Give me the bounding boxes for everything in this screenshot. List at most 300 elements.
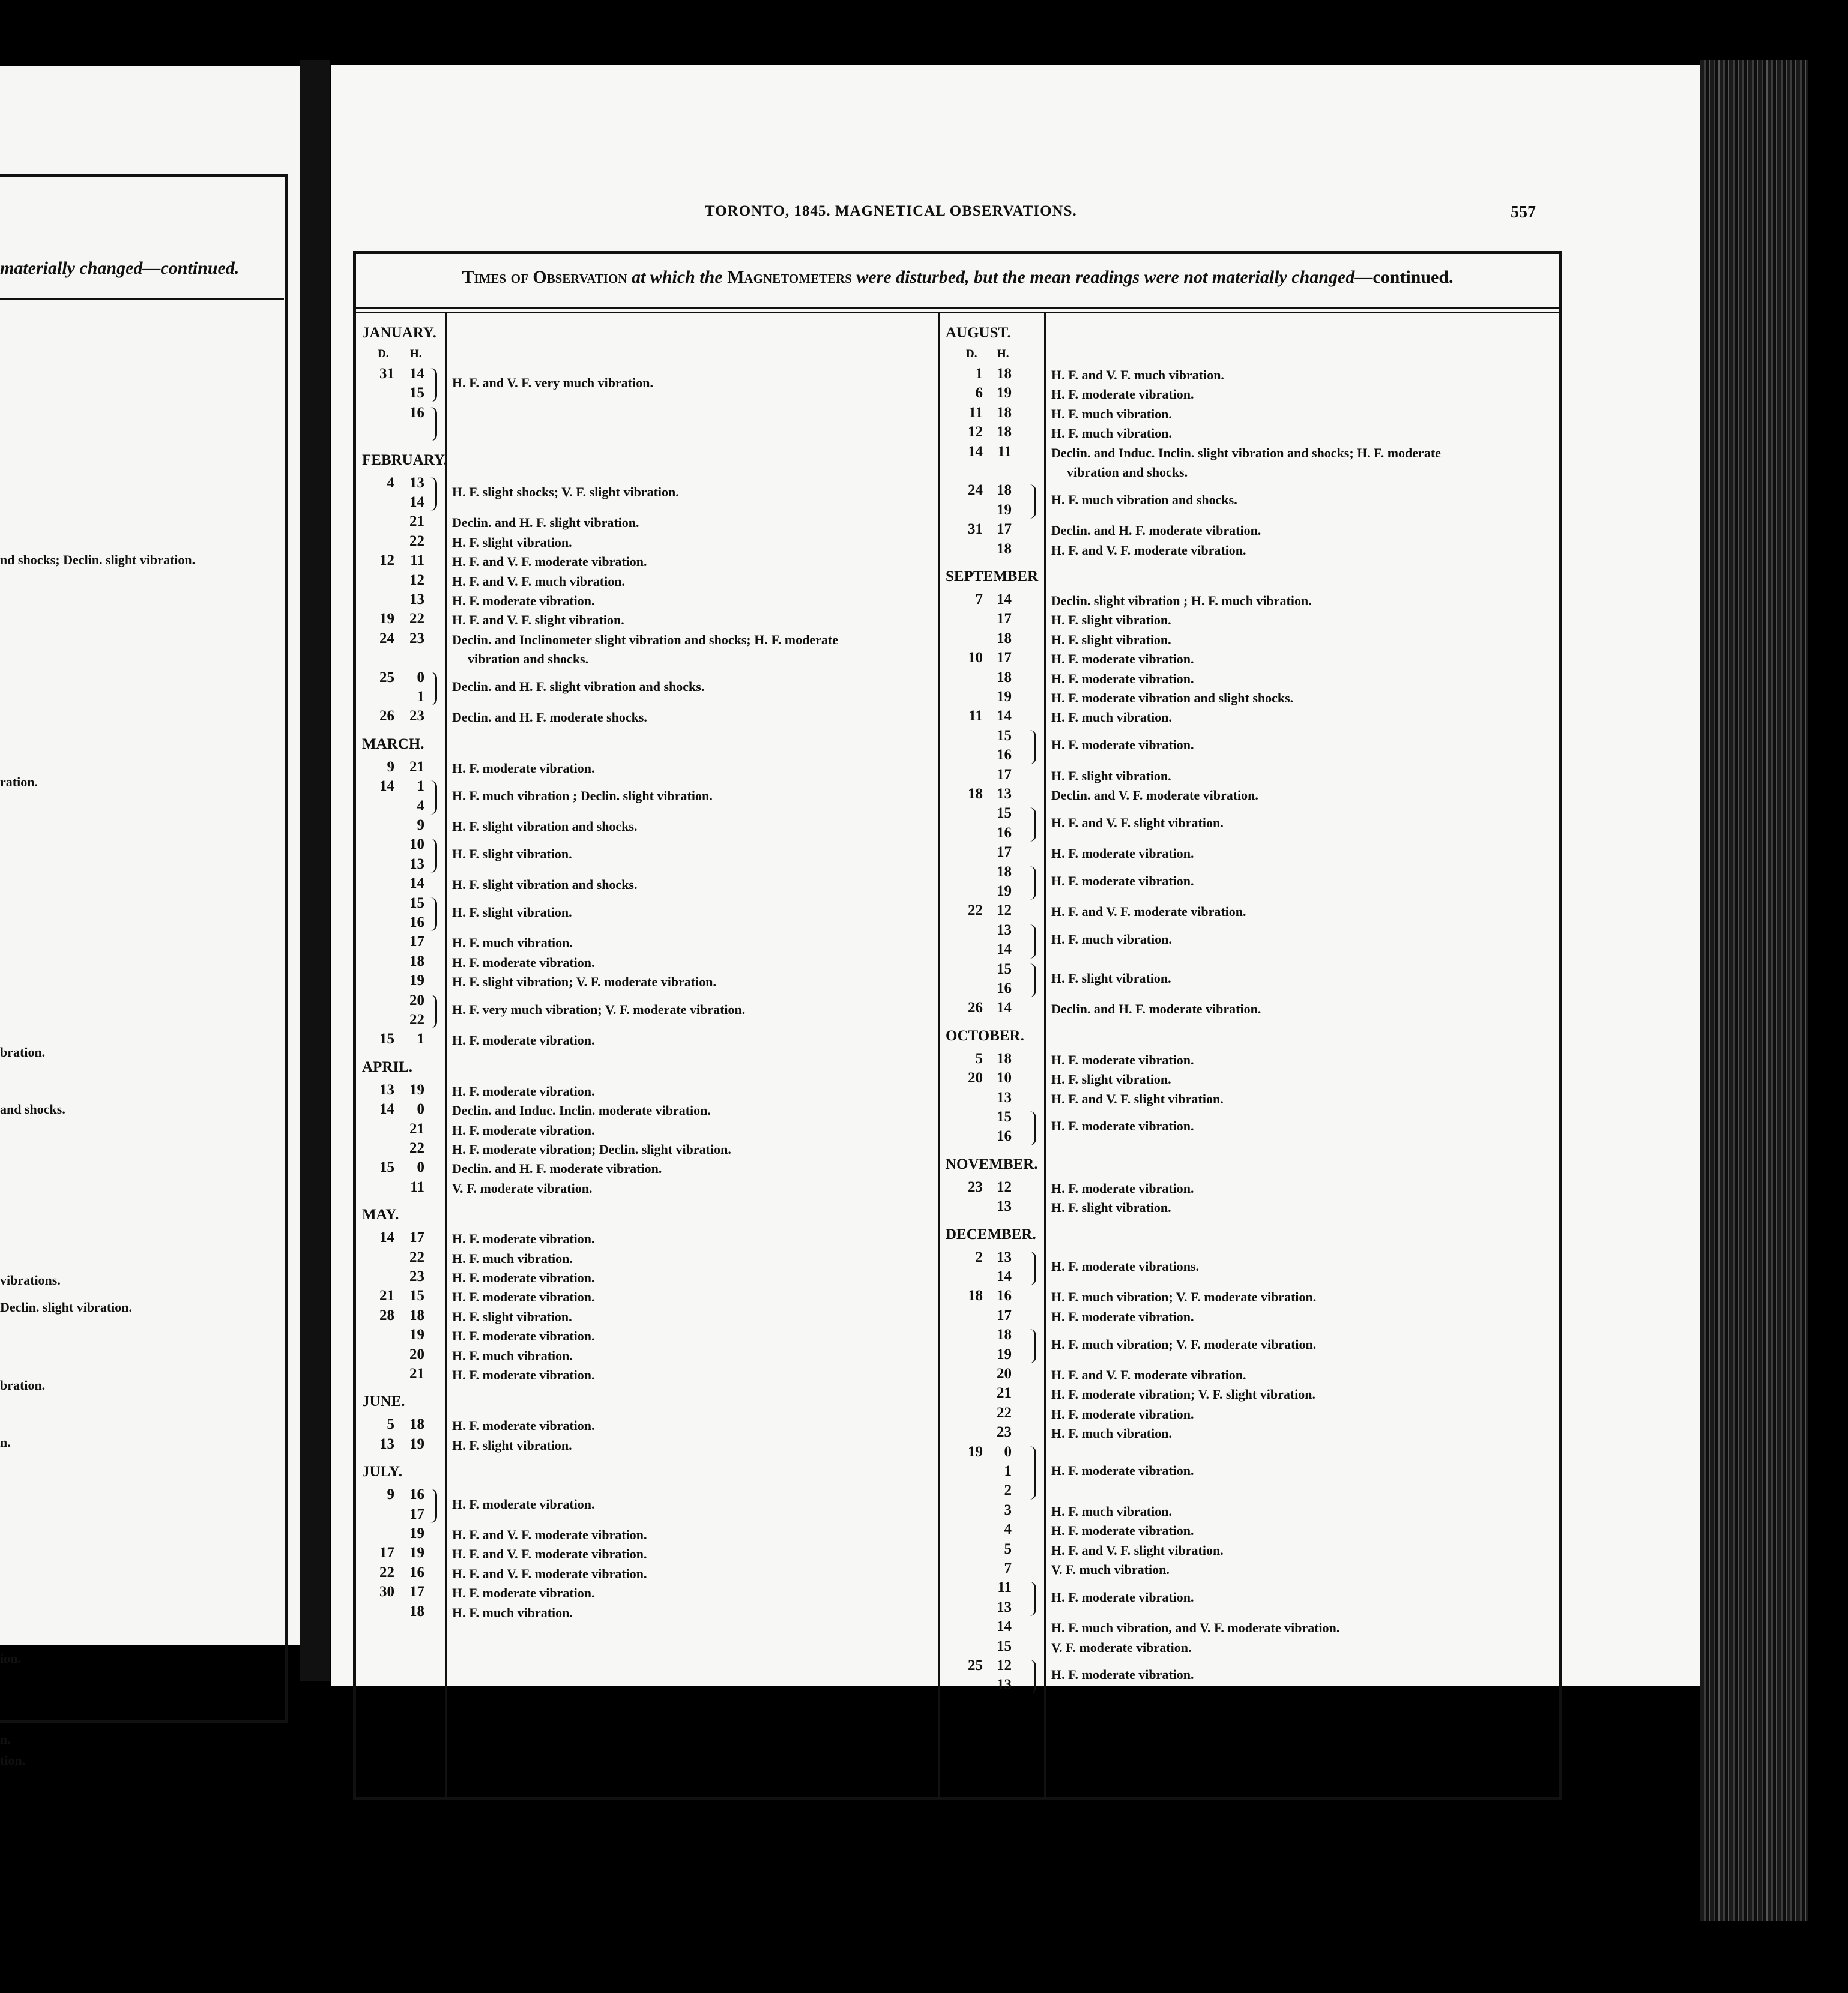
observation-text: H. F. moderate vibration. — [452, 1289, 595, 1305]
day-cell: 14 — [379, 1229, 394, 1246]
hour-cell: 17 — [997, 650, 1012, 666]
caption-rule-lower — [356, 312, 1559, 313]
group-brace — [1030, 866, 1036, 900]
hour-cell: 19 — [997, 1346, 1012, 1363]
hour-cell: 16 — [409, 914, 424, 930]
hour-cell: 18 — [997, 366, 1012, 382]
hour-cell: 16 — [997, 980, 1012, 996]
observation-text: H. F. moderate vibration and slight shocks. — [1051, 690, 1294, 705]
hour-cell: 17 — [409, 1584, 424, 1600]
hour-cell: 14 — [997, 941, 1012, 958]
observation-text: H. F. much vibration; V. F. moderate vibration. — [1051, 1289, 1317, 1305]
observation-text: H. F. moderate vibration. — [452, 1083, 595, 1099]
observation-text: H. F. much vibration. — [452, 1348, 573, 1363]
day-cell: 1 — [975, 366, 983, 382]
day-cell: 13 — [379, 1435, 394, 1452]
day-cell: 25 — [379, 669, 394, 686]
hour-cell: 12 — [997, 1178, 1012, 1195]
day-cell: 31 — [379, 366, 394, 382]
day-cell: 24 — [968, 482, 983, 499]
day-cell: 26 — [968, 1000, 983, 1016]
observation-text: H. F. moderate vibration. — [1051, 737, 1194, 753]
hour-cell: 4 — [1004, 1521, 1012, 1538]
hour-cell: 16 — [409, 404, 424, 421]
hour-cell: 13 — [997, 786, 1012, 802]
observation-text: H. F. moderate vibration. — [452, 1122, 595, 1138]
observation-text: H. F. slight vibration and shocks. — [452, 877, 638, 893]
observation-text: H. F. moderate vibration. — [1051, 1406, 1194, 1422]
observation-text: H. F. very much vibration; V. F. moderate vibration. — [452, 1002, 746, 1017]
group-brace — [430, 897, 437, 932]
month-heading: MARCH. — [362, 735, 424, 752]
day-cell: 22 — [968, 902, 983, 919]
observation-text: H. F. much vibration. — [1051, 710, 1172, 725]
hour-cell: 17 — [997, 611, 1012, 627]
hour-cell: 9 — [417, 817, 424, 833]
day-cell: 31 — [968, 521, 983, 538]
observation-text: vibration and shocks. — [468, 651, 589, 667]
page-number: 557 — [1511, 203, 1536, 222]
day-cell: 23 — [968, 1178, 983, 1195]
hour-cell: 17 — [997, 1307, 1012, 1324]
hour-cell: 21 — [409, 513, 424, 530]
observation-text: H. F. moderate vibration. — [452, 1585, 595, 1601]
hour-cell: 0 — [417, 1159, 424, 1176]
observation-text: H. F. moderate vibration. — [452, 760, 595, 776]
hour-cell: 18 — [409, 953, 424, 969]
hour-cell: 1 — [417, 778, 424, 795]
left-page-fragment: tion. — [0, 1753, 26, 1768]
day-cell: 9 — [387, 758, 394, 775]
observation-text: H. F. much vibration and shocks. — [1051, 492, 1237, 507]
hour-cell: 12 — [997, 1657, 1012, 1674]
month-heading: NOVEMBER. — [946, 1156, 1038, 1172]
observation-text: H. F. moderate vibration. — [452, 1328, 595, 1344]
hour-cell: 21 — [409, 758, 424, 775]
month-heading: APRIL. — [362, 1058, 413, 1075]
hour-cell: 19 — [997, 385, 1012, 402]
left-page-fragment: ration. — [0, 774, 38, 789]
hour-cell: 18 — [997, 630, 1012, 647]
hour-cell: 11 — [997, 443, 1012, 460]
day-cell: 13 — [379, 1081, 394, 1098]
observation-text: H. F. moderate vibration. — [1051, 1118, 1194, 1134]
group-brace — [430, 368, 437, 402]
observation-text: H. F. much vibration. — [1051, 1426, 1172, 1441]
observation-text: H. F. slight vibration. — [1051, 1200, 1171, 1216]
observation-text: H. F. much vibration, and V. F. moderate vibration. — [1051, 1620, 1340, 1636]
observation-text: H. F. moderate vibration; Declin. slight vibration. — [452, 1142, 731, 1157]
observation-text: H. F. and V. F. moderate vibration. — [1051, 904, 1246, 920]
group-brace — [430, 477, 437, 511]
hour-cell: 16 — [997, 747, 1012, 764]
observation-text: Declin. and H. F. moderate shocks. — [452, 710, 647, 725]
observation-text: H. F. and V. F. much vibration. — [452, 573, 625, 589]
hour-cell: 22 — [409, 611, 424, 627]
month-heading: JUNE. — [362, 1393, 405, 1410]
hour-cell: 19 — [409, 1435, 424, 1452]
day-cell: 4 — [387, 474, 394, 491]
running-head: TORONTO, 1845. MAGNETICAL OBSERVATIONS. — [705, 203, 1077, 219]
hour-cell: 19 — [409, 1081, 424, 1098]
hour-cell: 20 — [409, 992, 424, 1009]
observation-text: H. F. moderate vibration. — [452, 1496, 595, 1512]
observation-text: H. F. much vibration ; Declin. slight vibration. — [452, 788, 713, 803]
hour-cell: 5 — [1004, 1540, 1012, 1557]
hour-cell: 14 — [409, 366, 424, 382]
observation-text: H. F. and V. F. moderate vibration. — [452, 554, 647, 570]
day-cell: 25 — [968, 1657, 983, 1674]
month-heading: DECEMBER. — [946, 1226, 1036, 1243]
observation-text: H. F. moderate vibration. — [1051, 1589, 1194, 1605]
day-cell: 14 — [379, 778, 394, 795]
observation-text: H. F. moderate vibration. — [1051, 1667, 1194, 1683]
left-page-table-frame — [0, 174, 288, 1723]
table-caption — [356, 267, 1559, 288]
hour-cell: 17 — [409, 1506, 424, 1522]
hour-cell: 19 — [997, 501, 1012, 518]
observation-text: H. F. and V. F. moderate vibration. — [452, 1566, 647, 1581]
left-key-divider — [445, 313, 447, 1797]
hour-cell: 17 — [997, 766, 1012, 783]
day-cell: 6 — [975, 385, 983, 402]
group-brace — [430, 407, 437, 441]
observation-text: H. F. moderate vibration. — [1051, 1180, 1194, 1196]
hour-cell: 22 — [409, 532, 424, 549]
hour-cell: 15 — [997, 805, 1012, 822]
hour-cell: 14 — [997, 1000, 1012, 1016]
observation-text: H. F. and V. F. moderate vibration. — [452, 1546, 647, 1562]
caption-part-3: Magnetometers — [727, 267, 852, 287]
hour-cell: 18 — [409, 1603, 424, 1620]
hour-cell: 22 — [409, 1012, 424, 1028]
hour-cell: 11 — [410, 552, 424, 569]
hour-cell: 19 — [409, 1525, 424, 1542]
hour-cell: 7 — [1004, 1560, 1012, 1576]
observation-table — [353, 251, 1562, 1800]
observation-text: H. F. moderate vibration. — [452, 1033, 595, 1048]
observation-text: H. F. moderate vibration. — [1051, 651, 1194, 667]
hour-cell: 19 — [409, 972, 424, 989]
observation-text: H. F. much vibration. — [452, 1250, 573, 1266]
observation-text: H. F. slight vibration. — [1051, 971, 1171, 986]
observation-text: Declin. and H. F. slight vibration and shocks. — [452, 679, 705, 694]
column-head-hour: H. — [997, 348, 1009, 360]
hour-cell: 15 — [409, 1288, 424, 1304]
caption-part-4: were disturbed, but the mean readings were not materially changed — [851, 267, 1355, 287]
hour-cell: 18 — [997, 540, 1012, 557]
observation-text: H. F. moderate vibration. — [1051, 846, 1194, 861]
hour-cell: 17 — [409, 1229, 424, 1246]
day-cell: 30 — [379, 1584, 394, 1600]
hour-cell: 16 — [409, 1486, 424, 1503]
hour-cell: 18 — [997, 669, 1012, 686]
observation-text: H. F. and V. F. slight vibration. — [1051, 1542, 1224, 1558]
hour-cell: 16 — [997, 824, 1012, 841]
hour-cell: 15 — [409, 385, 424, 402]
group-brace — [1030, 963, 1036, 998]
group-brace — [1030, 1252, 1036, 1286]
day-cell: 18 — [968, 1288, 983, 1304]
hour-cell: 15 — [409, 894, 424, 911]
group-brace — [1030, 1329, 1036, 1363]
day-cell: 24 — [379, 630, 394, 647]
hour-cell: 23 — [409, 708, 424, 725]
observation-text: Declin. and H. F. slight vibration. — [452, 515, 639, 531]
observation-text: H. F. slight vibration. — [452, 1309, 572, 1324]
hour-cell: 13 — [997, 921, 1012, 938]
observation-text: H. F. and V. F. moderate vibration. — [1051, 1367, 1246, 1382]
left-page-fragment: nd shocks; Declin. slight vibration. — [0, 552, 196, 567]
hour-cell: 19 — [997, 689, 1012, 705]
day-cell: 11 — [968, 708, 983, 725]
observation-text: Declin. and Inclinometer slight vibration and shocks; H. F. moderate — [452, 632, 838, 647]
day-cell: 22 — [379, 1564, 394, 1581]
hour-cell: 17 — [997, 844, 1012, 861]
group-brace — [1030, 1660, 1036, 1694]
month-heading: FEBRUARY. — [362, 451, 447, 468]
hour-cell: 16 — [409, 1564, 424, 1581]
hour-cell: 15 — [997, 727, 1012, 744]
hour-cell: 15 — [997, 1638, 1012, 1654]
hour-cell: 18 — [997, 482, 1012, 499]
hour-cell: 18 — [997, 863, 1012, 880]
day-cell: 12 — [968, 424, 983, 441]
hour-cell: 22 — [409, 1140, 424, 1156]
hour-cell: 14 — [409, 494, 424, 510]
hour-cell: 19 — [409, 1327, 424, 1343]
day-cell: 20 — [968, 1070, 983, 1087]
observation-text: H. F. much vibration. — [1051, 1503, 1172, 1519]
group-brace — [430, 1489, 437, 1523]
hour-cell: 13 — [409, 591, 424, 608]
day-cell: 26 — [379, 708, 394, 725]
group-brace — [1030, 1582, 1036, 1616]
observation-text: Declin. and Induc. Inclin. slight vibration and shocks; H. F. moderate — [1051, 445, 1441, 460]
observation-text: H. F. moderate vibration. — [452, 1367, 595, 1382]
hour-cell: 18 — [997, 404, 1012, 421]
left-page-fragment: bration. — [0, 1378, 46, 1393]
observation-text: H. F. slight vibration. — [452, 846, 572, 861]
hour-cell: 20 — [409, 1346, 424, 1363]
group-brace — [1030, 807, 1036, 842]
hour-cell: 14 — [997, 708, 1012, 725]
left-page-fragment: Declin. slight vibration. — [0, 1300, 133, 1315]
column-head-hour: H. — [410, 348, 422, 360]
observation-text: Declin. slight vibration ; H. F. much vibration. — [1051, 593, 1312, 608]
group-brace — [1030, 484, 1036, 519]
observation-text: H. F. moderate vibration. — [452, 1231, 595, 1247]
day-cell: 2 — [975, 1249, 983, 1265]
observation-text: vibration and shocks. — [1067, 465, 1188, 480]
hour-cell: 15 — [997, 960, 1012, 977]
observation-text: H. F. moderate vibration. — [1051, 1309, 1194, 1324]
caption-part-1: Times of Observation — [462, 267, 627, 287]
hour-cell: 21 — [409, 1366, 424, 1382]
hour-cell: 19 — [409, 1545, 424, 1561]
day-cell: 10 — [968, 650, 983, 666]
book-gutter — [300, 60, 330, 1681]
day-cell: 11 — [968, 404, 983, 421]
group-brace — [430, 672, 437, 706]
hour-cell: 13 — [997, 1677, 1012, 1693]
observation-text: H. F. moderate vibrations. — [1051, 1259, 1200, 1274]
group-brace — [1030, 1111, 1036, 1145]
observation-text: H. F. and V. F. slight vibration. — [1051, 1091, 1224, 1106]
observation-text: H. F. slight vibration and shocks. — [452, 819, 638, 834]
observation-text: H. F. and V. F. very much vibration. — [452, 375, 653, 391]
observation-text: Declin. and H. F. moderate vibration. — [1051, 1001, 1261, 1017]
month-heading: MAY. — [362, 1207, 399, 1223]
hour-cell: 14 — [997, 1618, 1012, 1635]
observation-text: V. F. moderate vibration. — [452, 1180, 593, 1196]
group-brace — [1030, 1446, 1036, 1500]
hour-cell: 10 — [409, 836, 424, 853]
observation-text: H. F. much vibration; V. F. moderate vibration. — [1051, 1336, 1317, 1352]
hour-cell: 20 — [997, 1366, 1012, 1382]
day-cell: 14 — [379, 1101, 394, 1118]
hour-cell: 19 — [997, 883, 1012, 899]
hour-cell: 12 — [409, 571, 424, 588]
observation-text: H. F. much vibration. — [1051, 406, 1172, 421]
observation-text: H. F. and V. F. moderate vibration. — [1051, 542, 1246, 558]
observation-text: H. F. slight vibration. — [452, 905, 572, 920]
left-page-fragment: bration. — [0, 1045, 46, 1060]
hour-cell: 2 — [1004, 1482, 1012, 1499]
observation-text: H. F. moderate vibration. — [1051, 1523, 1194, 1539]
observation-text: Declin. and V. F. moderate vibration. — [1051, 788, 1258, 803]
observation-text: H. F. moderate vibration. — [452, 593, 595, 608]
observation-text: H. F. slight shocks; V. F. slight vibration. — [452, 484, 679, 499]
hour-cell: 23 — [409, 630, 424, 647]
hour-cell: 21 — [997, 1385, 1012, 1402]
day-cell: 21 — [379, 1288, 394, 1304]
month-heading: AUGUST. — [946, 325, 1011, 341]
observation-text: Declin. and Induc. Inclin. moderate vibration. — [452, 1103, 711, 1118]
observation-text: H. F. moderate vibration; V. F. slight vibration. — [1051, 1387, 1316, 1402]
left-page-fragment: n. — [0, 1732, 11, 1747]
hour-cell: 13 — [997, 1249, 1012, 1265]
left-page-rule — [0, 298, 284, 300]
hour-cell: 22 — [409, 1249, 424, 1265]
observation-text: H. F. moderate vibration. — [1051, 873, 1194, 888]
left-page-fragment: and shocks. — [0, 1102, 65, 1117]
day-cell: 15 — [379, 1031, 394, 1048]
day-cell: 28 — [379, 1307, 394, 1324]
hour-cell: 21 — [409, 1120, 424, 1137]
observation-text: H. F. moderate vibration. — [452, 954, 595, 970]
observation-text: H. F. slight vibration. — [1051, 632, 1171, 647]
hour-cell: 14 — [997, 591, 1012, 608]
observation-text: H. F. slight vibration. — [452, 534, 572, 550]
caption-rule-upper — [356, 307, 1559, 309]
hour-cell: 11 — [997, 1579, 1012, 1596]
day-cell: 19 — [379, 611, 394, 627]
hour-cell: 18 — [409, 1307, 424, 1324]
observation-text: H. F. moderate vibration. — [1051, 1463, 1194, 1479]
column-head-day: D. — [378, 348, 389, 360]
hour-cell: 14 — [409, 875, 424, 892]
observation-text: H. F. slight vibration. — [1051, 1072, 1171, 1087]
hour-cell: 22 — [997, 1404, 1012, 1421]
hour-cell: 1 — [1004, 1463, 1012, 1479]
observation-text: V. F. much vibration. — [1051, 1562, 1170, 1577]
observation-text: H. F. much vibration. — [452, 935, 573, 951]
observation-text: H. F. much vibration. — [1051, 426, 1172, 441]
hour-cell: 16 — [997, 1128, 1012, 1145]
hour-cell: 13 — [997, 1089, 1012, 1106]
group-brace — [1030, 730, 1036, 764]
left-page-fragment: n. — [0, 1435, 11, 1450]
group-brace — [1030, 924, 1036, 959]
observation-text: H. F. and V. F. slight vibration. — [452, 612, 624, 628]
column-head-day: D. — [966, 348, 977, 360]
group-brace — [430, 995, 437, 1029]
day-cell: 17 — [379, 1545, 394, 1561]
group-brace — [430, 839, 437, 873]
observation-text: H. F. slight vibration. — [1051, 612, 1171, 628]
hour-cell: 13 — [997, 1198, 1012, 1215]
hour-cell: 4 — [417, 797, 424, 814]
day-cell: 15 — [379, 1159, 394, 1176]
hour-cell: 18 — [409, 1416, 424, 1433]
hour-cell: 10 — [997, 1070, 1012, 1087]
hour-cell: 0 — [417, 1101, 424, 1118]
hour-cell: 13 — [409, 474, 424, 491]
observation-text: Declin. and H. F. moderate vibration. — [452, 1161, 662, 1177]
hour-cell: 23 — [409, 1268, 424, 1285]
day-cell: 5 — [975, 1050, 983, 1067]
hour-cell: 15 — [997, 1109, 1012, 1125]
day-cell: 14 — [968, 443, 983, 460]
month-heading: JULY. — [362, 1464, 402, 1480]
observation-text: H. F. moderate vibration. — [452, 1418, 595, 1434]
observation-text: H. F. and V. F. slight vibration. — [1051, 815, 1224, 830]
hour-cell: 0 — [1004, 1443, 1012, 1460]
day-cell: 12 — [379, 552, 394, 569]
observation-text: V. F. moderate vibration. — [1051, 1639, 1192, 1655]
hour-cell: 18 — [997, 424, 1012, 441]
observation-text: H. F. slight vibration. — [452, 1437, 572, 1453]
left-page-header: materially changed—continued. — [0, 258, 240, 278]
observation-text: H. F. and V. F. moderate vibration. — [452, 1527, 647, 1542]
day-cell: 19 — [968, 1443, 983, 1460]
day-cell: 7 — [975, 591, 983, 608]
day-cell: 5 — [387, 1416, 394, 1433]
hour-cell: 3 — [1004, 1501, 1012, 1518]
group-brace — [430, 780, 437, 815]
month-heading: SEPTEMBER — [946, 568, 1039, 585]
hour-cell: 11 — [410, 1178, 424, 1195]
hour-cell: 18 — [997, 1327, 1012, 1343]
observation-text: H. F. slight vibration; V. F. moderate vibration. — [452, 974, 717, 990]
hour-cell: 1 — [417, 689, 424, 705]
observation-text: H. F. moderate vibration. — [1051, 1052, 1194, 1067]
hour-cell: 18 — [997, 1050, 1012, 1067]
hour-cell: 23 — [997, 1424, 1012, 1441]
hour-cell: 13 — [997, 1599, 1012, 1615]
month-heading: OCTOBER. — [946, 1027, 1024, 1044]
observation-text: H. F. moderate vibration. — [452, 1270, 595, 1285]
hour-cell: 17 — [997, 521, 1012, 538]
page-edges — [1700, 60, 1808, 1921]
observation-text: H. F. and V. F. much vibration. — [1051, 367, 1224, 382]
day-cell: 18 — [968, 786, 983, 802]
month-heading: JANUARY. — [362, 325, 436, 341]
hour-cell: 17 — [409, 933, 424, 950]
hour-cell: 16 — [997, 1288, 1012, 1304]
observation-text: H. F. slight vibration. — [1051, 768, 1171, 783]
